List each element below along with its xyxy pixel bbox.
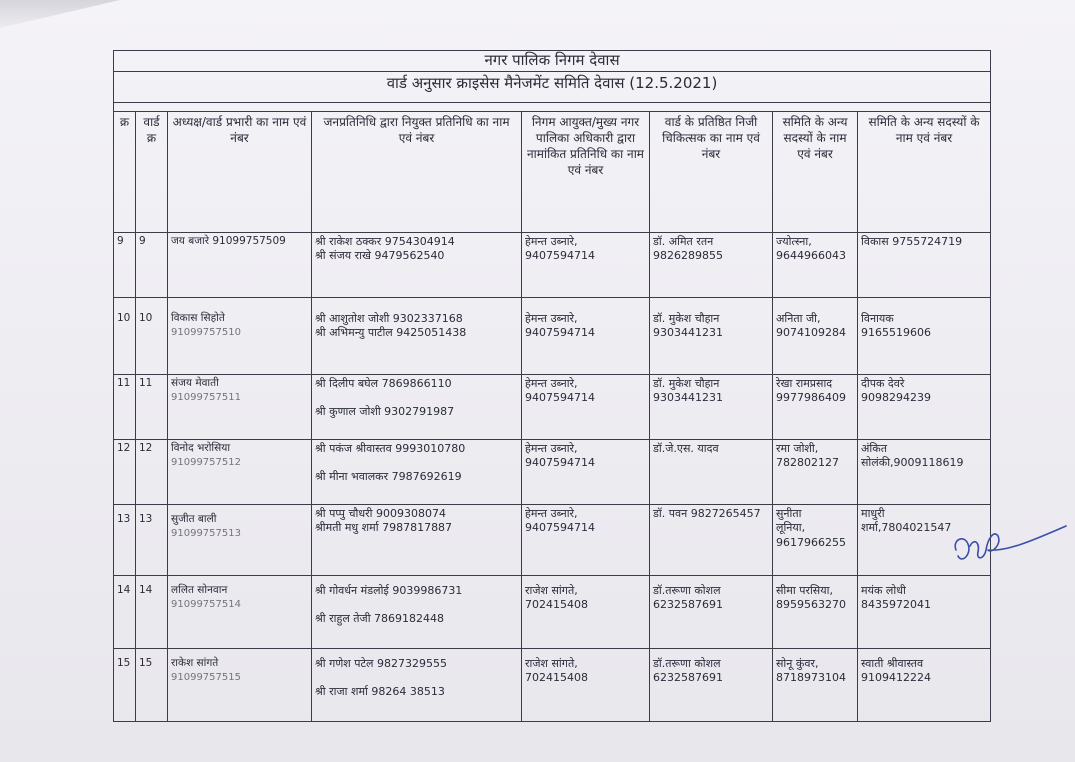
incharge-number: 91099757515 — [171, 671, 241, 683]
table-row — [114, 232, 991, 297]
sr-cell: 12 — [114, 439, 136, 504]
sr-cell: 14 — [114, 575, 136, 648]
table-row — [114, 297, 991, 374]
nominee-number: 9407594714 — [525, 249, 595, 263]
incharge-cell — [168, 575, 312, 648]
member-name: सोनू कुंवर, — [776, 656, 819, 670]
member-name: सीमा परसिया, — [776, 583, 833, 597]
member-number: 782802127 — [776, 456, 839, 470]
sr-cell: 13 — [114, 504, 136, 575]
other-member-cell — [858, 648, 991, 721]
member-number: 9977986409 — [776, 391, 846, 405]
sr-cell: 9 — [114, 232, 136, 297]
incharge-number: 91099757510 — [171, 326, 241, 338]
col-header-incharge: अध्यक्ष/वार्ड प्रभारी का नाम एवं नंबर — [168, 111, 312, 232]
col-header-doctor: वार्ड के प्रतिष्ठित निजी चिकित्सक का नाम एवं नंबर — [650, 111, 773, 232]
other-member-name: विकास 9755724719 — [861, 234, 963, 248]
committee-table — [113, 50, 991, 722]
rep-cell — [312, 232, 522, 297]
nominee-number: 9407594714 — [525, 326, 595, 340]
member-name: रेखा रामप्रसाद — [776, 376, 833, 390]
rep-line-2: श्रीमती मधु शर्मा 7987817887 — [315, 521, 453, 535]
other-member-name: विनायक — [861, 311, 894, 325]
table-row — [114, 504, 991, 575]
rep-line-2: श्री कुणाल जोशी 9302791987 — [315, 405, 455, 419]
line-gap — [315, 598, 518, 612]
rep-line-1: श्री आशुतोश जोशी 9302337168 — [315, 311, 463, 325]
col-header-representative: जनप्रतिनिधि द्वारा नियुक्त प्रतिनिधि का नाम एवं नंबर — [312, 111, 522, 232]
ward-cell: 15 — [136, 648, 168, 721]
other-member-number: 9165519606 — [861, 326, 931, 340]
table-row — [114, 575, 991, 648]
nominee-name: राजेश सांगते, — [525, 656, 578, 670]
incharge-cell — [168, 504, 312, 575]
incharge-number: 91099757512 — [171, 456, 241, 468]
doctor-name: डॉ.तरूणा कोशल — [653, 583, 721, 597]
handwritten-signature — [948, 520, 1068, 590]
nominee-number: 702415408 — [525, 671, 588, 685]
col-header-sr: क्र — [114, 111, 136, 232]
member-number: 9617966255 — [776, 535, 846, 549]
ward-cell: 10 — [136, 297, 168, 374]
doctor-name: डॉ. पवन 9827265457 — [653, 506, 761, 520]
member-name: अनिता जी, — [776, 311, 821, 325]
incharge-name: विनोद भरोसिया — [171, 441, 231, 454]
member-number: 9644966043 — [776, 249, 846, 263]
nominee-cell — [522, 439, 650, 504]
rep-line-1: श्री पप्पु चौधरी 9009308074 — [315, 506, 446, 520]
incharge-number: 91099757513 — [171, 527, 241, 539]
other-member-name: दीपक देवरे — [861, 376, 905, 390]
nominee-name: हेमन्त उब्नारे, — [525, 234, 578, 248]
table-row — [114, 439, 991, 504]
ward-cell: 13 — [136, 504, 168, 575]
ward-cell: 11 — [136, 374, 168, 439]
doctor-number: 6232587691 — [653, 598, 723, 612]
nominee-cell — [522, 504, 650, 575]
doctor-name: डॉ.जे.एस. यादव — [653, 441, 719, 455]
member-number: 9074109284 — [776, 326, 846, 340]
incharge-name: राकेश सांगते — [171, 656, 219, 669]
nominee-cell — [522, 575, 650, 648]
rep-cell — [312, 439, 522, 504]
nominee-name: राजेश सांगते, — [525, 583, 578, 597]
rep-line-2: श्री संजय राखे 9479562540 — [315, 249, 445, 263]
other-member-number: 9109412224 — [861, 671, 931, 685]
rep-cell — [312, 648, 522, 721]
member-number: 8959563270 — [776, 598, 846, 612]
doctor-cell — [650, 575, 773, 648]
incharge-number: 91099757514 — [171, 598, 241, 610]
rep-line-1: श्री दिलीप बघेल 7869866110 — [315, 376, 452, 390]
incharge-cell — [168, 232, 312, 297]
spacer-row — [114, 102, 991, 111]
page-subtitle: वार्ड अनुसार क्राइसेस मैनेजमेंट समिति देवास (12.5.2021) — [114, 71, 991, 102]
member-cell — [773, 232, 858, 297]
doctor-cell — [650, 504, 773, 575]
ward-cell: 9 — [136, 232, 168, 297]
member-name: रमा जोशी, — [776, 441, 819, 455]
member-cell — [773, 297, 858, 374]
doctor-cell — [650, 232, 773, 297]
nominee-number: 9407594714 — [525, 391, 595, 405]
rep-cell — [312, 374, 522, 439]
member-cell — [773, 374, 858, 439]
other-member-name: स्वाती श्रीवास्तव — [861, 656, 924, 670]
nominee-number: 9407594714 — [525, 456, 595, 470]
other-member-cell — [858, 439, 991, 504]
incharge-cell — [168, 648, 312, 721]
ward-cell: 14 — [136, 575, 168, 648]
incharge-name: विकास सिहोते — [171, 311, 225, 324]
member-cell — [773, 439, 858, 504]
nominee-name: हेमन्त उब्नारे, — [525, 441, 578, 455]
sr-cell: 11 — [114, 374, 136, 439]
member-name: सुनीता — [776, 506, 802, 520]
col-header-members: समिति के अन्य सदस्यों के नाम एवं नंबर — [773, 111, 858, 232]
nominee-cell — [522, 297, 650, 374]
doctor-name: डॉ. अमित रतन — [653, 234, 714, 248]
incharge-cell — [168, 374, 312, 439]
nominee-name: हेमन्त उब्नारे, — [525, 311, 578, 325]
rep-line-2: श्री राजा शर्मा 98264 38513 — [315, 685, 445, 699]
col-header-nominee: निगम आयुक्त/मुख्य नगर पालिका अधिकारी द्वारा नामांकित प्रतिनिधि का नाम एवं नंबर — [522, 111, 650, 232]
member-cell — [773, 648, 858, 721]
table-row — [114, 374, 991, 439]
nominee-cell — [522, 648, 650, 721]
header-row — [114, 111, 991, 232]
other-member-name: अंकित — [861, 441, 887, 455]
doctor-cell — [650, 297, 773, 374]
rep-line-1: श्री पकंज श्रीवास्तव 9993010780 — [315, 441, 466, 455]
rep-line-2: श्री मीना भवालकर 7987692619 — [315, 470, 462, 484]
member-cell — [773, 575, 858, 648]
other-member-cell — [858, 232, 991, 297]
other-member-number: सोलंकी,9009118619 — [861, 456, 964, 470]
rep-cell — [312, 575, 522, 648]
nominee-name: हेमन्त उब्नारे, — [525, 376, 578, 390]
other-member-cell — [858, 374, 991, 439]
incharge-cell — [168, 297, 312, 374]
rep-line-2: श्री अभिमन्यु पाटील 9425051438 — [315, 326, 467, 340]
other-member-number: 9098294239 — [861, 391, 931, 405]
rep-line-1: श्री गोवर्धन मंडलोई 9039986731 — [315, 583, 463, 597]
rep-cell — [312, 297, 522, 374]
other-member-name: मयंक लोधी — [861, 583, 906, 597]
incharge-name: ललित सोनवान — [171, 583, 228, 596]
doctor-number: 6232587691 — [653, 671, 723, 685]
member-name-2: लूनिया, — [776, 521, 806, 535]
table-row — [114, 648, 991, 721]
rep-cell — [312, 504, 522, 575]
other-member-cell — [858, 297, 991, 374]
nominee-cell — [522, 232, 650, 297]
rep-line-1: श्री राकेश ठक्कर 9754304914 — [315, 234, 455, 248]
other-member-number: शर्मा,7804021547 — [861, 521, 952, 535]
col-header-other-members: समिति के अन्य सदस्यों के नाम एवं नंबर — [858, 111, 991, 232]
doctor-cell — [650, 439, 773, 504]
incharge-name: जय बजारे 91099757509 — [171, 234, 286, 247]
line-gap — [315, 456, 518, 470]
line-gap — [315, 391, 518, 405]
col-header-ward: वार्ड क्र — [136, 111, 168, 232]
rep-line-2: श्री राहुल तेजी 7869182448 — [315, 612, 445, 626]
doctor-name: डॉ. मुकेश चौहान — [653, 311, 720, 325]
incharge-cell — [168, 439, 312, 504]
doctor-cell — [650, 374, 773, 439]
other-member-number: 8435972041 — [861, 598, 931, 612]
line-gap — [315, 671, 518, 685]
member-number: 8718973104 — [776, 671, 846, 685]
doctor-cell — [650, 648, 773, 721]
nominee-number: 702415408 — [525, 598, 588, 612]
ward-cell: 12 — [136, 439, 168, 504]
incharge-number: 91099757511 — [171, 391, 241, 403]
doctor-number: 9303441231 — [653, 326, 723, 340]
nominee-number: 9407594714 — [525, 521, 595, 535]
doctor-name: डॉ.तरूणा कोशल — [653, 656, 721, 670]
page-title: नगर पालिक निगम देवास — [114, 51, 991, 72]
sr-cell: 10 — [114, 297, 136, 374]
rep-line-1: श्री गणेश पटेल 9827329555 — [315, 656, 447, 670]
doctor-number: 9303441231 — [653, 391, 723, 405]
member-cell — [773, 504, 858, 575]
doctor-name: डॉ. मुकेश चौहान — [653, 376, 720, 390]
other-member-name: माधुरी — [861, 506, 885, 520]
member-name: ज्योत्स्ना, — [776, 234, 812, 248]
incharge-name: सुजीत बाली — [171, 512, 217, 525]
nominee-name: हेमन्त उब्नारे, — [525, 506, 578, 520]
sr-cell: 15 — [114, 648, 136, 721]
doctor-number: 9826289855 — [653, 249, 723, 263]
incharge-name: संजय मेवाती — [171, 376, 219, 389]
nominee-cell — [522, 374, 650, 439]
